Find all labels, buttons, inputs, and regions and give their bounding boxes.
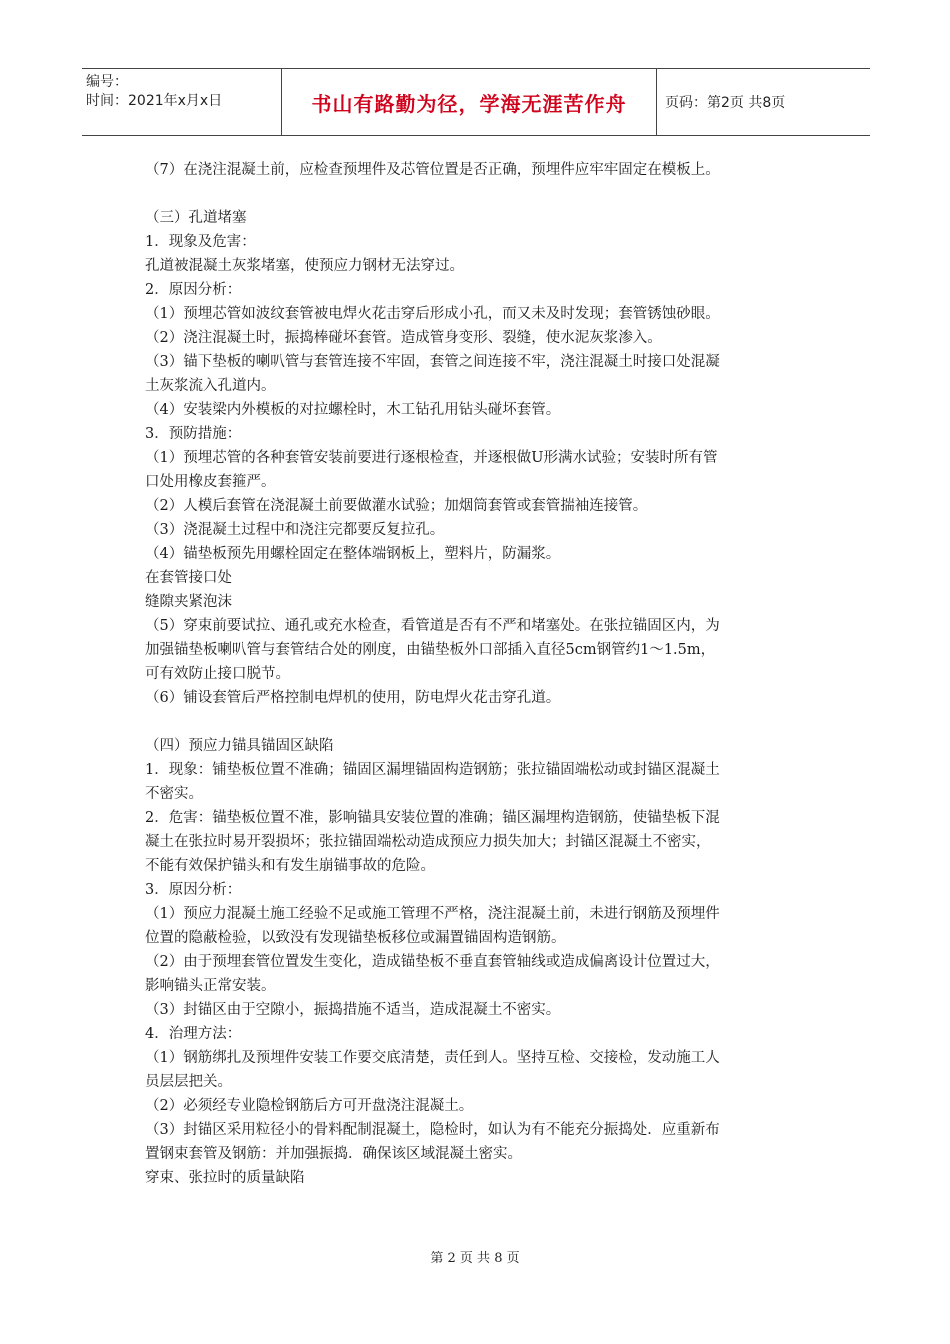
paragraph-gap [145,710,815,734]
body-line: 加强锚垫板喇叭管与套管结合处的刚度，由锚垫板外口部插入直径5cm钢管约1～1.5m， [145,642,716,658]
body-line: （2）浇注混凝土时，振捣棒碰坏套管。造成管身变形、裂缝，使水泥灰浆渗入。 [145,330,662,346]
document-date-label: 时间：2021年x月x日 [86,93,223,109]
body-line: （四）预应力锚具锚固区缺陷 [145,738,334,754]
body-line: （3）封锚区采用粒径小的骨料配制混凝土，隐检时，如认为有不能充分振捣处．应重新布 [145,1122,720,1138]
body-line: （4）锚垫板预先用螺栓固定在整体端钢板上，塑料片，防漏浆。 [145,546,561,562]
body-line: 不能有效保护锚头和有发生崩锚事故的危险。 [145,858,435,874]
body-line: 员层层把关。 [145,1074,232,1090]
body-line: 1．现象及危害： [145,234,256,250]
body-line: （三）孔道堵塞 [145,210,247,226]
body-line: （7）在浇注混凝土前，应检查预埋件及芯管位置是否正确，预埋件应牢牢固定在模板上。 [145,162,720,178]
body-line: 缝隙夹紧泡沫 [145,594,232,610]
header-motto: 书山有路勤为径，学海无涯苦作舟 [282,69,657,135]
body-line: 影响锚头正常安装。 [145,978,276,994]
body-line: 1．现象：铺垫板位置不准确；锚固区漏埋锚固构造钢筋；张拉锚固端松动或封锚区混凝土 [145,762,720,778]
body-line: （1）预应力混凝土施工经验不足或施工管理不严格，浇注混凝土前，未进行钢筋及预埋件 [145,906,720,922]
body-line: （3）锚下垫板的喇叭管与套管连接不牢固，套管之间连接不牢，浇注混凝土时接口处混凝 [145,354,720,370]
body-line: 置钢束套管及钢筋：并加强振捣．确保该区域混凝土密实。 [145,1146,522,1162]
body-line: （2）人模后套管在浇混凝土前要做灌水试验；加烟筒套管或套管揣袖连接管。 [145,498,648,514]
body-line: （2）必须经专业隐检钢筋后方可开盘浇注混凝土。 [145,1098,474,1114]
body-line: 2．原因分析： [145,282,242,298]
body-line: （3）封锚区由于空隙小，振捣措施不适当，造成混凝土不密实。 [145,1002,561,1018]
body-line: 4．治理方法： [145,1026,242,1042]
body-line: 在套管接口处 [145,570,232,586]
body-line: （2）由于预埋套管位置发生变化，造成锚垫板不垂直套管轴线或造成偏离设计位置过大， [145,954,720,970]
body-line: 3．预防措施： [145,426,242,442]
document-body [145,158,815,1190]
body-line: 可有效防止接口脱节。 [145,666,290,682]
header-page-info: 页码：第2页 共8页 [665,95,786,111]
document-number-label: 编号： [86,74,128,90]
body-line: （1）预埋芯管的各种套管安装前要进行逐根检查，并逐根做U形满水试验；安装时所有管 [145,450,718,466]
paragraph-gap [145,182,815,206]
body-line: （6）铺设套管后严格控制电焊机的使用，防电焊火花击穿孔道。 [145,690,561,706]
body-line: 凝土在张拉时易开裂损坏；张拉锚固端松动造成预应力损失加大；封锚区混凝土不密实， [145,834,711,850]
page-footer: 第 2 页 共 8 页 [430,1251,520,1266]
body-line: 土灰浆流入孔道内。 [145,378,276,394]
body-line: 不密实。 [145,786,203,802]
body-line: 孔道被混凝土灰浆堵塞，使预应力钢材无法穿过。 [145,258,464,274]
body-line: （1）预埋芯管如波纹套管被电焊火花击穿后形成小孔，而又未及时发现；套管锈蚀砂眼。 [145,306,720,322]
body-line: 口处用橡皮套箍严。 [145,474,276,490]
body-line: 3．原因分析： [145,882,242,898]
body-line: （1）钢筋绑扎及预埋件安装工作要交底清楚，责任到人。坚持互检、交接检，发动施工人 [145,1050,720,1066]
body-line: （3）浇混凝土过程中和浇注完都要反复拉孔。 [145,522,445,538]
body-line: 穿束、张拉时的质量缺陷 [145,1170,305,1186]
body-line: （5）穿束前要试拉、通孔或充水检查，看管道是否有不严和堵塞处。在张拉锚固区内，为 [145,618,720,634]
body-line: 2．危害：锚垫板位置不准，影响锚具安装位置的准确；锚区漏埋构造钢筋，使锚垫板下混 [145,810,720,826]
page-header [82,68,870,136]
body-line: （4）安装梁内外模板的对拉螺栓时，木工钻孔用钻头碰坏套管。 [145,402,561,418]
body-line: 位置的隐蔽检验，以致没有发现锚垫板移位或漏置锚固构造钢筋。 [145,930,566,946]
header-meta [82,69,282,135]
